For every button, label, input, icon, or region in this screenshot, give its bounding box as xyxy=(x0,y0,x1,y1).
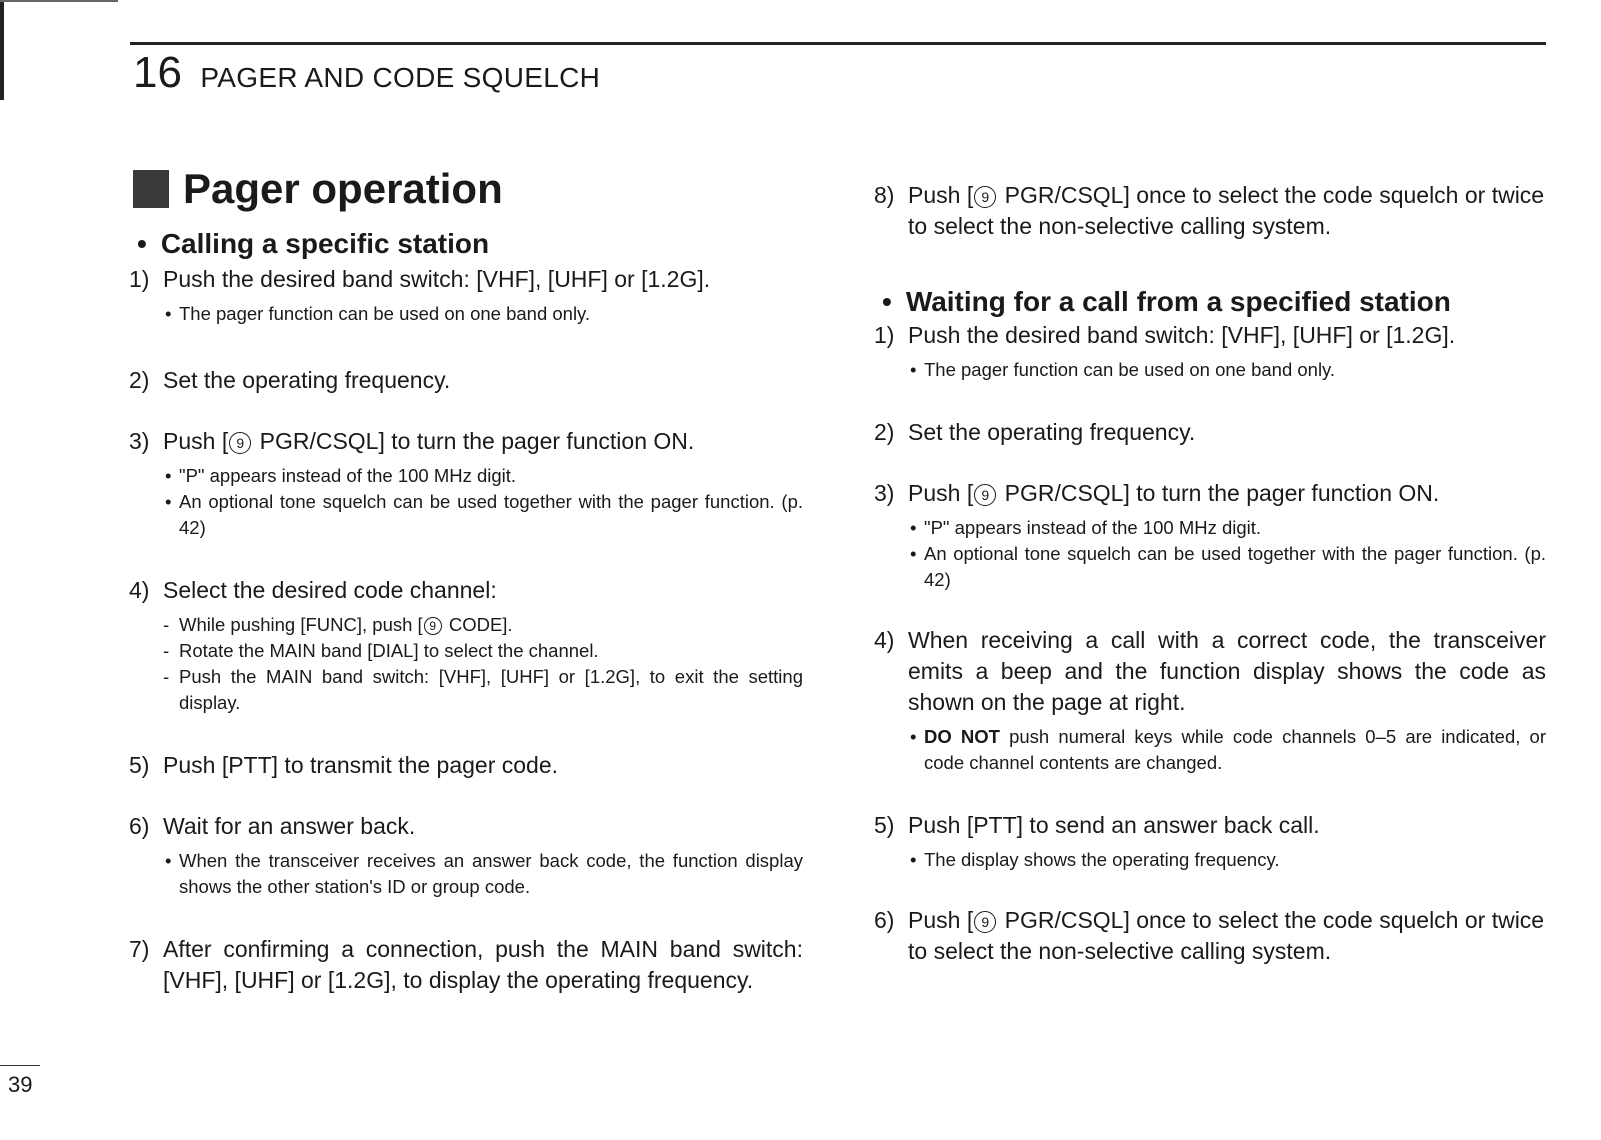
step-notes xyxy=(908,515,1546,593)
step-item xyxy=(129,365,803,396)
step-notes xyxy=(908,724,1546,776)
note-text: Push the MAIN band switch: [VHF], [UHF] or [1.2G], to exit the setting display. xyxy=(179,666,803,713)
key-9-circled-icon: 9 xyxy=(974,911,996,933)
step-number: 1) xyxy=(874,322,895,348)
step-number: 3) xyxy=(129,428,150,454)
dash-note-item xyxy=(163,664,803,716)
step-item xyxy=(874,478,1546,593)
dash-icon: - xyxy=(163,640,170,661)
step-number: 8) xyxy=(874,182,895,208)
bullet-icon: • xyxy=(137,228,147,259)
step-item xyxy=(129,575,803,716)
warning-text: push numeral keys while code channels 0–5 are indicated, or code channel contents are changed. xyxy=(924,726,1546,773)
page-number-rule xyxy=(0,1065,40,1066)
note-text: "P" appears instead of the 100 MHz digit. xyxy=(924,517,1262,538)
bullet-icon: • xyxy=(165,491,172,512)
note-item xyxy=(163,489,803,541)
step-number: 5) xyxy=(874,812,895,838)
step-notes xyxy=(163,463,803,541)
note-item xyxy=(163,301,803,327)
step-text: Push the desired band switch: [VHF], [UHF] or [1.2G]. xyxy=(163,266,711,292)
step-number: 3) xyxy=(874,480,895,506)
note-item xyxy=(163,848,803,900)
note-text: When the transceiver receives an answer back code, the function display shows the other station's ID or group code. xyxy=(179,850,803,897)
bullet-icon: • xyxy=(165,303,172,324)
step-text: When receiving a call with a correct code, the transceiver emits a beep and the function display shows the code as shown on the page at right. xyxy=(908,627,1546,715)
step-text: Push [PTT] to transmit the pager code. xyxy=(163,752,559,778)
step-text-post: PGR/CSQL] once to select the code squelch or twice to select the non-selective calling system. xyxy=(908,182,1545,239)
heading-square-icon xyxy=(133,170,169,208)
left-column xyxy=(129,165,803,996)
note-item xyxy=(908,515,1546,541)
bullet-icon: • xyxy=(882,286,892,317)
key-9-circled-icon: 9 xyxy=(424,617,442,635)
bullet-icon: • xyxy=(910,849,917,870)
step-item xyxy=(129,426,803,541)
step-text-post: PGR/CSQL] to turn the pager function ON. xyxy=(998,480,1440,506)
step-number: 6) xyxy=(129,813,150,839)
step-text-pre: Push [ xyxy=(163,428,229,454)
dash-icon: - xyxy=(163,614,170,635)
step-item xyxy=(874,180,1546,242)
step-number: 2) xyxy=(129,367,150,393)
step-item xyxy=(874,625,1546,776)
key-9-circled-icon: 9 xyxy=(229,432,251,454)
sub-heading-text: Calling a specific station xyxy=(160,228,490,259)
main-heading xyxy=(133,165,803,212)
note-text: An optional tone squelch can be used together with the pager function. (p. 42) xyxy=(924,543,1546,590)
step-text-pre: Push [ xyxy=(908,907,974,933)
section-number: 16 xyxy=(133,48,182,97)
bullet-icon: • xyxy=(165,850,172,871)
step-text-post: PGR/CSQL] once to select the code squelch or twice to select the non-selective calling system. xyxy=(908,907,1545,964)
note-text-pre: While pushing [FUNC], push [ xyxy=(179,614,423,635)
step-item xyxy=(874,810,1546,873)
bullet-icon: • xyxy=(910,359,917,380)
step-number: 5) xyxy=(129,752,150,778)
key-9-circled-icon: 9 xyxy=(974,186,996,208)
note-item xyxy=(908,357,1546,383)
step-text: After confirming a connection, push the MAIN band switch: [VHF], [UHF] or [1.2G], to display the operating frequency. xyxy=(163,936,803,993)
page-edge-top-mark xyxy=(0,0,118,2)
main-heading-text: Pager operation xyxy=(183,165,503,212)
step-item xyxy=(874,417,1546,448)
section-title: PAGER AND CODE SQUELCH xyxy=(200,62,601,93)
step-notes xyxy=(908,847,1546,873)
note-text: "P" appears instead of the 100 MHz digit. xyxy=(179,465,517,486)
dash-icon: - xyxy=(163,666,170,687)
step-text-pre: Push [ xyxy=(908,480,974,506)
step-number: 6) xyxy=(874,907,895,933)
bullet-icon: • xyxy=(910,543,917,564)
page-number: 39 xyxy=(8,1072,33,1097)
note-item xyxy=(908,541,1546,593)
step-text: Push [PTT] to send an answer back call. xyxy=(908,812,1320,838)
waiting-steps xyxy=(874,320,1546,967)
step-item xyxy=(129,750,803,781)
step-text: Wait for an answer back. xyxy=(163,813,416,839)
step-text-pre: Push [ xyxy=(908,182,974,208)
step-text: Push the desired band switch: [VHF], [UHF] or [1.2G]. xyxy=(908,322,1456,348)
note-text: An optional tone squelch can be used together with the pager function. (p. 42) xyxy=(179,491,803,538)
bullet-icon: • xyxy=(165,465,172,486)
warning-note xyxy=(908,724,1546,776)
step-item xyxy=(129,811,803,900)
step-number: 4) xyxy=(129,577,150,603)
note-text-post: CODE]. xyxy=(443,614,513,635)
sub-heading-waiting xyxy=(878,286,1546,318)
note-text: Rotate the MAIN band [DIAL] to select the channel. xyxy=(179,640,599,661)
step-text: Set the operating frequency. xyxy=(163,367,451,393)
bullet-icon: • xyxy=(910,726,917,747)
step-number: 7) xyxy=(129,936,150,962)
key-9-circled-icon: 9 xyxy=(974,484,996,506)
note-text: The display shows the operating frequency. xyxy=(924,849,1280,870)
sub-heading-text: Waiting for a call from a specified station xyxy=(905,286,1451,317)
step-text: Select the desired code channel: xyxy=(163,577,497,603)
right-column xyxy=(874,180,1546,967)
step-item xyxy=(129,934,803,996)
step-notes xyxy=(163,848,803,900)
step-number: 4) xyxy=(874,627,895,653)
note-item xyxy=(908,847,1546,873)
dash-note-item xyxy=(163,612,803,638)
step-notes xyxy=(163,301,803,327)
step-number: 2) xyxy=(874,419,895,445)
step-dash-notes xyxy=(163,612,803,716)
section-header xyxy=(133,48,600,98)
page-edge-mark xyxy=(0,0,4,100)
step-item xyxy=(874,905,1546,967)
step-text-post: PGR/CSQL] to turn the pager function ON. xyxy=(253,428,695,454)
note-item xyxy=(163,463,803,489)
dash-note-item xyxy=(163,638,803,664)
step-notes xyxy=(908,357,1546,383)
bullet-icon: • xyxy=(910,517,917,538)
note-text: The pager function can be used on one band only. xyxy=(179,303,591,324)
step-text: Set the operating frequency. xyxy=(908,419,1196,445)
calling-steps xyxy=(129,264,803,996)
header-rule xyxy=(130,42,1546,45)
step-item xyxy=(874,320,1546,383)
warning-bold-text: DO NOT xyxy=(924,726,1000,747)
step-item xyxy=(129,264,803,327)
note-text: The pager function can be used on one band only. xyxy=(924,359,1336,380)
step-number: 1) xyxy=(129,266,150,292)
sub-heading-calling xyxy=(133,228,803,260)
